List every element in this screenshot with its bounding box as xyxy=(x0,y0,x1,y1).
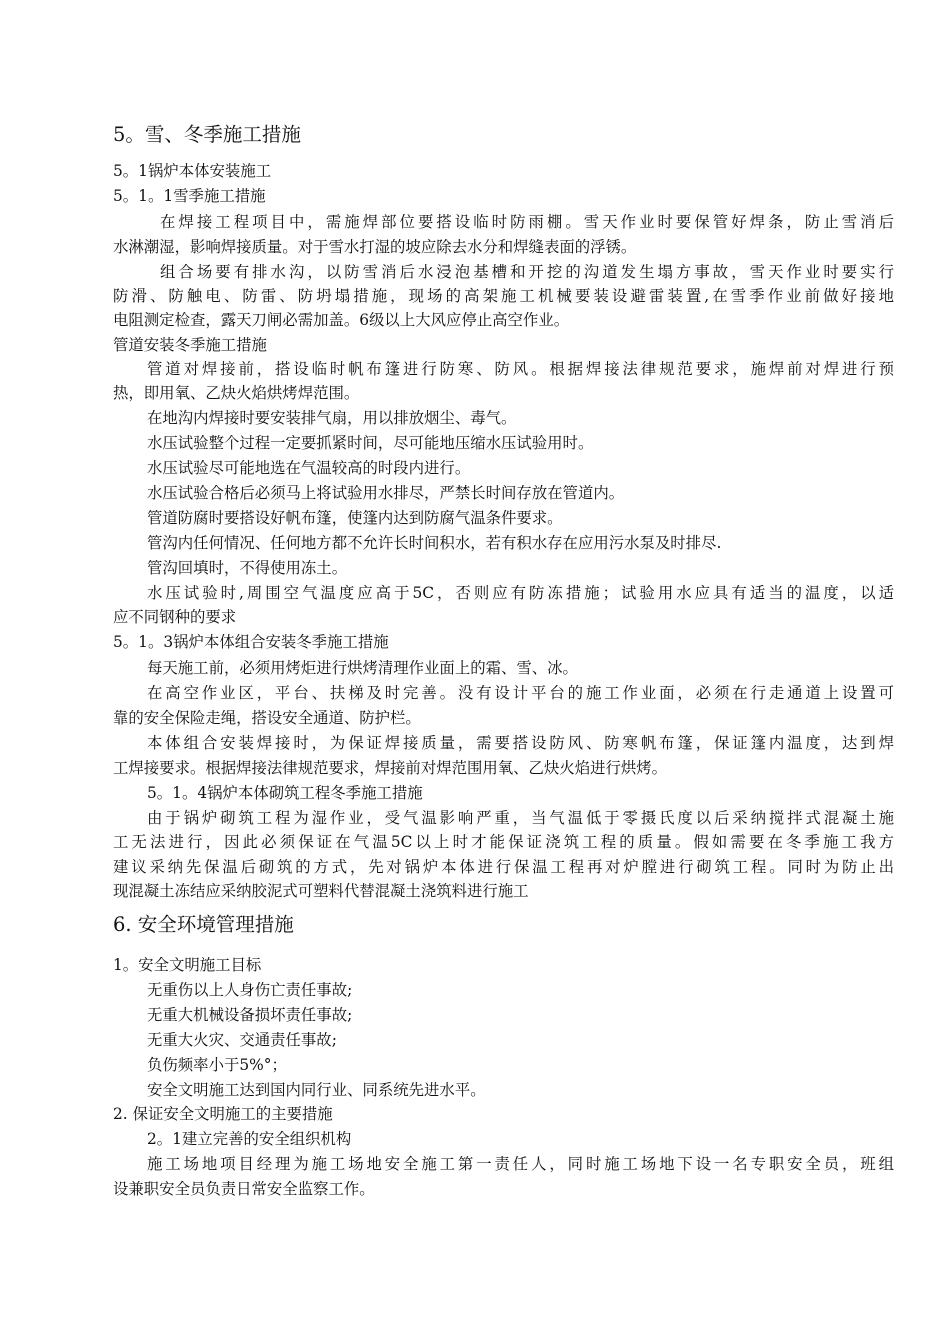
list-item: 水压试验尽可能地选在气温较高的时段内进行。 xyxy=(147,459,471,477)
paragraph-line: 由于锅炉砌筑工程为湿作业，受气温影响严重，当气温低于零摄氏度以后采纳搅拌式混凝土施 xyxy=(147,809,894,827)
paragraph-line: 设兼职安全员负责日常安全监察工作。 xyxy=(113,1180,375,1198)
paragraph-line: 靠的安全保险走绳，搭设安全通道、防护栏。 xyxy=(113,709,421,727)
paragraph-line: 在高空作业区，平台、扶梯及时完善。没有设计平台的施工作业面，必须在行走通道上设置可 xyxy=(147,684,894,702)
list-item: 管道防腐时要搭设好帆布篷，使篷内达到防腐气温条件要求。 xyxy=(147,509,563,527)
paragraph-line: 工焊接要求。根据焊接法律规范要求，焊接前对焊范围用氧、乙炔火焰进行烘烤。 xyxy=(113,759,668,777)
subheading-5-1-1: 5。1。1雪季施工措施 xyxy=(113,187,266,205)
list-item: 无重大火灾、交通责任事故; xyxy=(147,1031,337,1049)
paragraph-line: 应不同钢种的要求 xyxy=(113,608,237,626)
subheading-5-1: 5。1锅炉本体安装施工 xyxy=(113,162,272,180)
pipe-heading: 管道安装冬季施工措施 xyxy=(113,336,267,354)
list-item: 无重大机械设备损坏责任事故; xyxy=(147,1006,353,1024)
list-item: 无重伤以上人身伤亡责任事故; xyxy=(147,981,353,999)
list-item: 水压试验合格后必须马上将试验用水排尽，严禁长时间存放在管道内。 xyxy=(147,484,625,502)
list-item: 负伤频率小于5%°； xyxy=(147,1056,287,1074)
paragraph-line: 水压试验时,周围空气温度应高于5C，否则应有防冻措施；试验用水应具有适当的温度，以适 xyxy=(147,584,894,602)
subheading-6-1: 1。安全文明施工目标 xyxy=(113,956,262,974)
list-item: 管沟内任何情况、任何地方都不允许长时间积水，若有积水存在应用污水泵及时排尽. xyxy=(147,534,722,552)
list-item: 管沟回填时，不得使用冻土。 xyxy=(147,559,348,577)
subheading-5-1-4: 5。1。4锅炉本体砌筑工程冬季施工措施 xyxy=(147,784,423,802)
paragraph-line: 防滑、防触电、防雷、防坍塌措施，现场的高架施工机械要装设避雷装置,在雪季作业前做好接地 xyxy=(113,287,894,305)
paragraph-line: 组合场要有排水沟，以防雪消后水浸泡基槽和开挖的沟道发生塌方事故，雪天作业时要实行 xyxy=(160,263,894,281)
subheading-6-2: 2. 保证安全文明施工的主要措施 xyxy=(113,1105,333,1123)
paragraph-line: 在焊接工程项目中，需施焊部位要搭设临时防雨棚。雪天作业时要保管好焊条，防止雪消后 xyxy=(160,213,894,231)
paragraph-line: 施工场地项目经理为施工场地安全施工第一责任人，同时施工场地下设一名专职安全员，班组 xyxy=(147,1155,894,1173)
paragraph-line: 本体组合安装焊接时，为保证焊接质量，需要搭设防风、防寒帆布篷，保证篷内温度，达到焊 xyxy=(147,734,894,752)
paragraph-line: 水淋潮湿，影响焊接质量。对于雪水打湿的坡应除去水分和焊缝表面的浮锈。 xyxy=(113,238,637,256)
paragraph-line: 建议采纳先保温后砌筑的方式，先对锅炉本体进行保温工程再对炉膛进行砌筑工程。同时为防止出 xyxy=(113,858,894,876)
section-6-heading: 6. 安全环境管理措施 xyxy=(113,913,294,936)
subheading-6-2-1: 2。1建立完善的安全组织机构 xyxy=(147,1130,352,1148)
paragraph-line: 热，即用氧、乙炔火焰烘烤焊范围。 xyxy=(113,384,360,402)
subheading-5-1-3: 5。1。3锅炉本体组合安装冬季施工措施 xyxy=(113,633,389,651)
list-item: 安全文明施工达到国内同行业、同系统先进水平。 xyxy=(147,1081,486,1099)
section-5-heading: 5。雪、冬季施工措施 xyxy=(113,123,301,146)
paragraph-line: 现混凝土冻结应采纳胶泥式可塑料代替混凝土浇筑料进行施工 xyxy=(113,882,529,900)
paragraph-line: 管道对焊接前，搭设临时帆布篷进行防寒、防风。根据焊接法律规范要求，施焊前对焊进行预 xyxy=(147,360,894,378)
paragraph-line: 工无法进行，因此必须保证在气温5C以上时才能保证浇筑工程的质量。假如需要在冬季施工我方 xyxy=(113,833,894,851)
paragraph-line: 电阻测定检查，露天刀闸必需加盖。6级以上大风应停止高空作业。 xyxy=(113,311,570,329)
list-item: 水压试验整个过程一定要抓紧时间，尽可能地压缩水压试验用时。 xyxy=(147,434,594,452)
list-item: 在地沟内焊接时要安装排气扇，用以排放烟尘、毒气。 xyxy=(147,409,517,427)
paragraph-line: 每天施工前，必须用烤炬进行烘烤清理作业面上的霜、雪、冰。 xyxy=(147,659,578,677)
